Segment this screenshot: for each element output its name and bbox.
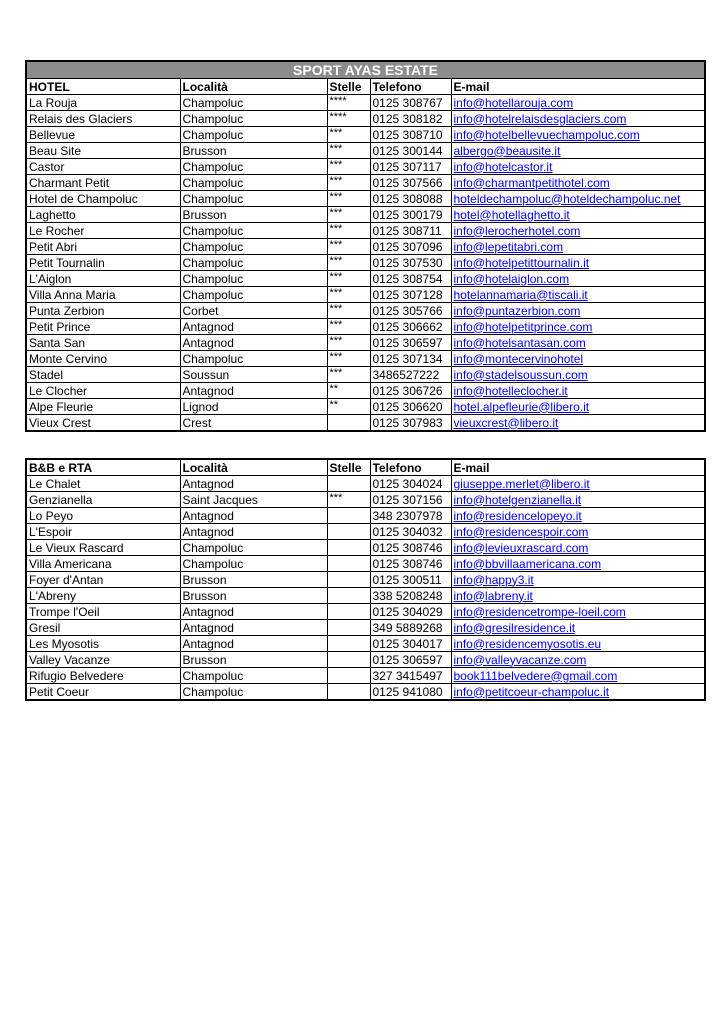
- table-row: [26, 399, 705, 415]
- cell-name: Petit Coeur: [26, 684, 180, 701]
- cell-location: Champoluc: [180, 239, 327, 255]
- cell-location: Antagnod: [180, 636, 327, 652]
- cell-stars: ***: [327, 175, 370, 191]
- cell-phone: 0125 307096: [370, 239, 451, 255]
- cell-phone: 0125 306597: [370, 335, 451, 351]
- cell-phone: 0125 305766: [370, 303, 451, 319]
- table-row: [26, 207, 705, 223]
- table-row: [26, 492, 705, 508]
- cell-phone: 0125 941080: [370, 684, 451, 701]
- cell-email-link[interactable]: hotel.alpefleurie@libero.it: [451, 399, 705, 415]
- cell-name: La Rouja: [26, 95, 180, 111]
- cell-stars: ***: [327, 143, 370, 159]
- cell-email-link[interactable]: info@hotellarouja.com: [451, 95, 705, 111]
- bb-header-row: [26, 459, 705, 476]
- cell-name: Bellevue: [26, 127, 180, 143]
- table-row: [26, 620, 705, 636]
- cell-stars: ***: [327, 319, 370, 335]
- cell-email-link[interactable]: info@hotelrelaisdesglaciers.com: [451, 111, 705, 127]
- table-row: [26, 636, 705, 652]
- cell-email-link[interactable]: info@levieuxrascard.com: [451, 540, 705, 556]
- table-row: [26, 415, 705, 432]
- table-row: [26, 255, 705, 271]
- cell-location: Brusson: [180, 588, 327, 604]
- cell-phone: 0125 308746: [370, 556, 451, 572]
- cell-name: Santa San: [26, 335, 180, 351]
- cell-name: Foyer d'Antan: [26, 572, 180, 588]
- cell-email-link[interactable]: info@petitcoeur-champoluc.it: [451, 684, 705, 701]
- cell-email-link[interactable]: info@hotelpetittournalin.it: [451, 255, 705, 271]
- cell-phone: 0125 307128: [370, 287, 451, 303]
- table-row: [26, 223, 705, 239]
- cell-stars: **: [327, 399, 370, 415]
- cell-email-link[interactable]: info@hotelgenzianella.it: [451, 492, 705, 508]
- cell-name: Hotel de Champoluc: [26, 191, 180, 207]
- cell-location: Lignod: [180, 399, 327, 415]
- cell-stars: **: [327, 383, 370, 399]
- table-row: [26, 159, 705, 175]
- cell-stars: ***: [327, 223, 370, 239]
- table-row: [26, 287, 705, 303]
- cell-name: Le Vieux Rascard: [26, 540, 180, 556]
- cell-location: Champoluc: [180, 127, 327, 143]
- cell-email-link[interactable]: info@hotelcastor.it: [451, 159, 705, 175]
- cell-location: Brusson: [180, 652, 327, 668]
- table-row: [26, 111, 705, 127]
- cell-stars: [327, 636, 370, 652]
- cell-location: Antagnod: [180, 604, 327, 620]
- cell-email-link[interactable]: info@residencespoir.com: [451, 524, 705, 540]
- header-stars: Stelle: [327, 459, 370, 476]
- cell-stars: ***: [327, 255, 370, 271]
- cell-location: Antagnod: [180, 524, 327, 540]
- cell-phone: 0125 308710: [370, 127, 451, 143]
- cell-email-link[interactable]: giuseppe.merlet@libero.it: [451, 476, 705, 492]
- cell-location: Champoluc: [180, 223, 327, 239]
- cell-email-link[interactable]: albergo@beausite.it: [451, 143, 705, 159]
- table-row: [26, 604, 705, 620]
- cell-stars: [327, 620, 370, 636]
- cell-name: Le Chalet: [26, 476, 180, 492]
- cell-name: Villa Americana: [26, 556, 180, 572]
- header-phone: Telefono: [370, 79, 451, 95]
- table-row: [26, 191, 705, 207]
- header-location: Località: [180, 459, 327, 476]
- cell-stars: ***: [327, 492, 370, 508]
- cell-stars: [327, 668, 370, 684]
- cell-email-link[interactable]: info@charmantpetithotel.com: [451, 175, 705, 191]
- cell-phone: 0125 307530: [370, 255, 451, 271]
- cell-phone: 0125 306726: [370, 383, 451, 399]
- cell-email-link[interactable]: info@hotelsantasan.com: [451, 335, 705, 351]
- cell-name: Trompe l'Oeil: [26, 604, 180, 620]
- bb-table: [25, 458, 706, 701]
- cell-phone: 0125 307134: [370, 351, 451, 367]
- hotel-table-body: [26, 61, 705, 431]
- cell-location: Antagnod: [180, 319, 327, 335]
- table-row: [26, 684, 705, 701]
- cell-name: Castor: [26, 159, 180, 175]
- table-row: [26, 508, 705, 524]
- cell-name: Gresil: [26, 620, 180, 636]
- cell-location: Brusson: [180, 207, 327, 223]
- header-email: E-mail: [451, 459, 705, 476]
- table-row: [26, 652, 705, 668]
- cell-location: Champoluc: [180, 287, 327, 303]
- cell-stars: [327, 588, 370, 604]
- table-row: [26, 572, 705, 588]
- cell-stars: ***: [327, 239, 370, 255]
- table-row: [26, 524, 705, 540]
- table-row: [26, 303, 705, 319]
- cell-email-link[interactable]: info@montecervinohotel: [451, 351, 705, 367]
- cell-phone: 0125 308088: [370, 191, 451, 207]
- cell-phone: 0125 304024: [370, 476, 451, 492]
- cell-name: Relais des Glaciers: [26, 111, 180, 127]
- cell-name: L'Espoir: [26, 524, 180, 540]
- cell-phone: 0125 308182: [370, 111, 451, 127]
- hotel-table: [25, 60, 706, 432]
- cell-stars: [327, 572, 370, 588]
- cell-name: Alpe Fleurie: [26, 399, 180, 415]
- table-row: [26, 319, 705, 335]
- cell-stars: ***: [327, 367, 370, 383]
- cell-name: Monte Cervino: [26, 351, 180, 367]
- cell-location: Champoluc: [180, 351, 327, 367]
- cell-location: Champoluc: [180, 668, 327, 684]
- cell-email-link[interactable]: info@happy3.it: [451, 572, 705, 588]
- cell-location: Champoluc: [180, 271, 327, 287]
- cell-phone: 0125 308754: [370, 271, 451, 287]
- cell-name: Petit Abri: [26, 239, 180, 255]
- table-row: [26, 335, 705, 351]
- table-row: [26, 476, 705, 492]
- cell-phone: 338 5208248: [370, 588, 451, 604]
- table-row: [26, 540, 705, 556]
- cell-email-link[interactable]: info@labreny.it: [451, 588, 705, 604]
- cell-location: Antagnod: [180, 620, 327, 636]
- cell-phone: 0125 307156: [370, 492, 451, 508]
- cell-phone: 0125 306662: [370, 319, 451, 335]
- title-row: [26, 61, 705, 79]
- table-row: [26, 367, 705, 383]
- cell-phone: 0125 307983: [370, 415, 451, 432]
- cell-location: Antagnod: [180, 335, 327, 351]
- header-phone: Telefono: [370, 459, 451, 476]
- cell-phone: 0125 306620: [370, 399, 451, 415]
- cell-location: Champoluc: [180, 175, 327, 191]
- cell-email-link[interactable]: info@hotelaiglon.com: [451, 271, 705, 287]
- cell-email-link[interactable]: hoteldechampoluc@hoteldechampoluc.net: [451, 191, 705, 207]
- cell-email-link[interactable]: info@residencetrompe-loeil.com: [451, 604, 705, 620]
- cell-phone: 0125 300144: [370, 143, 451, 159]
- cell-stars: [327, 415, 370, 432]
- cell-email-link[interactable]: info@residencemyosotis.eu: [451, 636, 705, 652]
- cell-location: Corbet: [180, 303, 327, 319]
- cell-location: Champoluc: [180, 159, 327, 175]
- table-row: [26, 668, 705, 684]
- cell-email-link[interactable]: info@bbvillaamericana.com: [451, 556, 705, 572]
- cell-location: Soussun: [180, 367, 327, 383]
- cell-name: Les Myosotis: [26, 636, 180, 652]
- cell-name: Laghetto: [26, 207, 180, 223]
- cell-email-link[interactable]: info@lepetitabri.com: [451, 239, 705, 255]
- cell-stars: ***: [327, 127, 370, 143]
- cell-email-link[interactable]: info@residencelopeyo.it: [451, 508, 705, 524]
- cell-location: Champoluc: [180, 684, 327, 701]
- cell-phone: 0125 308767: [370, 95, 451, 111]
- table-row: [26, 127, 705, 143]
- cell-stars: ***: [327, 287, 370, 303]
- table-row: [26, 351, 705, 367]
- header-name: B&B e RTA: [26, 459, 180, 476]
- cell-location: Antagnod: [180, 508, 327, 524]
- cell-location: Saint Jacques: [180, 492, 327, 508]
- cell-stars: [327, 508, 370, 524]
- cell-phone: 0125 304029: [370, 604, 451, 620]
- cell-location: Champoluc: [180, 540, 327, 556]
- cell-location: Champoluc: [180, 95, 327, 111]
- cell-stars: ***: [327, 191, 370, 207]
- cell-stars: ***: [327, 159, 370, 175]
- cell-name: Charmant Petit: [26, 175, 180, 191]
- header-location: Località: [180, 79, 327, 95]
- cell-stars: ***: [327, 351, 370, 367]
- cell-stars: ***: [327, 207, 370, 223]
- cell-name: Le Clocher: [26, 383, 180, 399]
- cell-location: Brusson: [180, 572, 327, 588]
- hotel-header-row: [26, 79, 705, 95]
- cell-name: Beau Site: [26, 143, 180, 159]
- cell-phone: 0125 308746: [370, 540, 451, 556]
- cell-stars: [327, 684, 370, 701]
- cell-name: Punta Zerbion: [26, 303, 180, 319]
- cell-location: Antagnod: [180, 383, 327, 399]
- cell-phone: 348 2307978: [370, 508, 451, 524]
- cell-stars: ***: [327, 335, 370, 351]
- header-stars: Stelle: [327, 79, 370, 95]
- cell-phone: 0125 306597: [370, 652, 451, 668]
- table-row: [26, 271, 705, 287]
- cell-email-link[interactable]: info@stadelsoussun.com: [451, 367, 705, 383]
- cell-location: Champoluc: [180, 255, 327, 271]
- cell-stars: ****: [327, 95, 370, 111]
- cell-stars: ****: [327, 111, 370, 127]
- cell-name: Lo Peyo: [26, 508, 180, 524]
- cell-name: L'Aiglon: [26, 271, 180, 287]
- cell-stars: [327, 652, 370, 668]
- cell-email-link[interactable]: info@lerocherhotel.com: [451, 223, 705, 239]
- table-row: [26, 383, 705, 399]
- cell-stars: [327, 556, 370, 572]
- table-row: [26, 588, 705, 604]
- table-row: [26, 143, 705, 159]
- table-row: [26, 175, 705, 191]
- page-title: SPORT AYAS ESTATE: [26, 61, 705, 79]
- cell-email-link[interactable]: info@valleyvacanze.com: [451, 652, 705, 668]
- cell-stars: [327, 476, 370, 492]
- bb-table-body: [26, 459, 705, 700]
- cell-stars: ***: [327, 303, 370, 319]
- cell-email-link[interactable]: info@puntazerbion.com: [451, 303, 705, 319]
- cell-email-link[interactable]: book111belvedere@gmail.com: [451, 668, 705, 684]
- cell-email-link[interactable]: info@hotelleclocher.it: [451, 383, 705, 399]
- cell-name: L'Abreny: [26, 588, 180, 604]
- cell-name: Stadel: [26, 367, 180, 383]
- cell-stars: [327, 540, 370, 556]
- cell-stars: [327, 604, 370, 620]
- cell-phone: 0125 304017: [370, 636, 451, 652]
- cell-stars: [327, 524, 370, 540]
- cell-email-link[interactable]: info@hotelbellevuechampoluc.com: [451, 127, 705, 143]
- cell-email-link[interactable]: hotel@hotellaghetto.it: [451, 207, 705, 223]
- cell-location: Brusson: [180, 143, 327, 159]
- cell-email-link[interactable]: vieuxcrest@libero.it: [451, 415, 705, 432]
- table-row: [26, 95, 705, 111]
- cell-phone: 3486527222: [370, 367, 451, 383]
- cell-name: Rifugio Belvedere: [26, 668, 180, 684]
- cell-email-link[interactable]: info@hotelpetitprince.com: [451, 319, 705, 335]
- table-row: [26, 239, 705, 255]
- cell-location: Antagnod: [180, 476, 327, 492]
- cell-name: Valley Vacanze: [26, 652, 180, 668]
- header-email: E-mail: [451, 79, 705, 95]
- cell-name: Petit Tournalin: [26, 255, 180, 271]
- cell-phone: 0125 307566: [370, 175, 451, 191]
- cell-email-link[interactable]: hotelannamaria@tiscali.it: [451, 287, 705, 303]
- header-name: HOTEL: [26, 79, 180, 95]
- cell-phone: 0125 300511: [370, 572, 451, 588]
- cell-name: Villa Anna Maria: [26, 287, 180, 303]
- cell-location: Champoluc: [180, 556, 327, 572]
- cell-phone: 327 3415497: [370, 668, 451, 684]
- table-row: [26, 556, 705, 572]
- cell-name: Le Rocher: [26, 223, 180, 239]
- cell-phone: 349 5889268: [370, 620, 451, 636]
- cell-name: Genzianella: [26, 492, 180, 508]
- cell-name: Petit Prince: [26, 319, 180, 335]
- cell-location: Crest: [180, 415, 327, 432]
- cell-name: Vieux Crest: [26, 415, 180, 432]
- cell-phone: 0125 300179: [370, 207, 451, 223]
- cell-phone: 0125 308711: [370, 223, 451, 239]
- cell-location: Champoluc: [180, 111, 327, 127]
- cell-location: Champoluc: [180, 191, 327, 207]
- cell-phone: 0125 307117: [370, 159, 451, 175]
- cell-phone: 0125 304032: [370, 524, 451, 540]
- cell-stars: ***: [327, 271, 370, 287]
- cell-email-link[interactable]: info@gresilresidence.it: [451, 620, 705, 636]
